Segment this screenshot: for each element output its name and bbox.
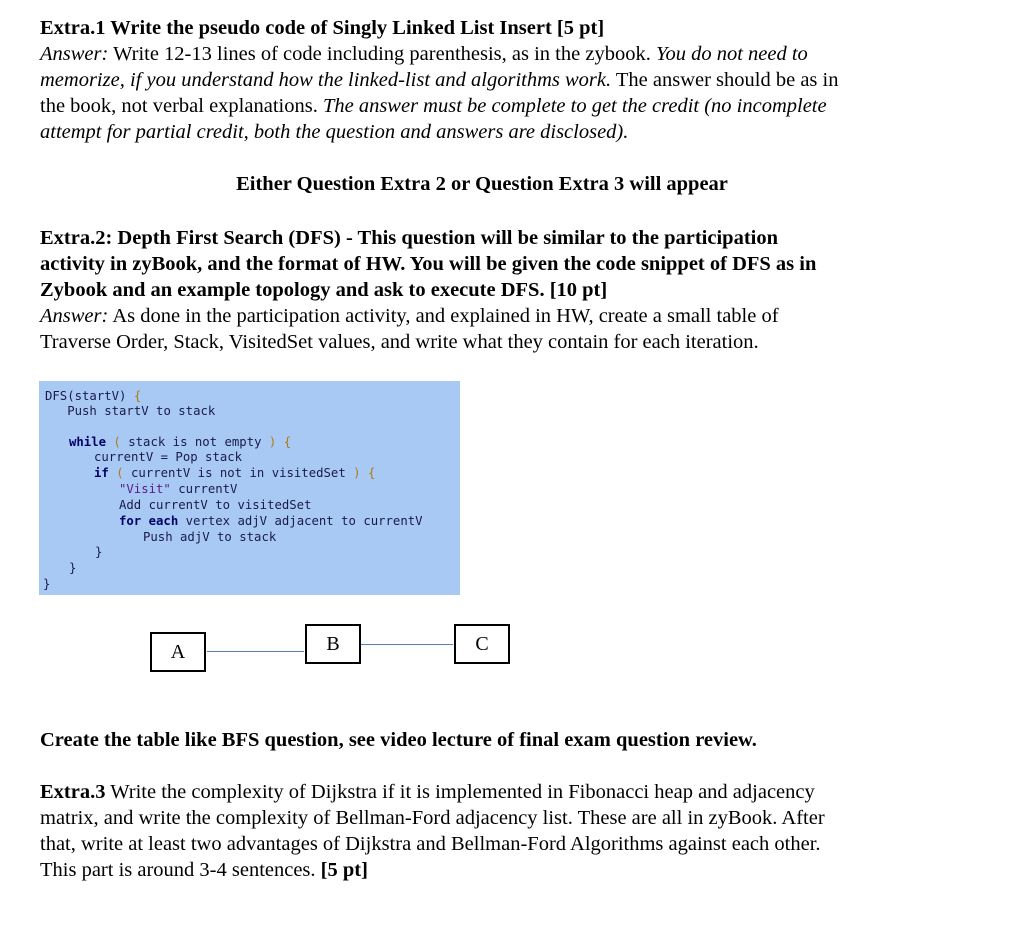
create-table-line: Create the table like BFS question, see video lecture of final exam question review. (40, 729, 757, 751)
extra3-block (40, 779, 940, 883)
dfs-code-snippet (39, 381, 460, 595)
extra2-block (40, 225, 940, 355)
edge-b-c (361, 644, 453, 645)
extra2-answer-2: Traverse Order, Stack, VisitedSet values, and write what they contain for each iteration. (40, 331, 759, 353)
extra2-line-3: Zybook and an example topology and ask to execute DFS. [10 pt] (40, 279, 608, 301)
code-line-7: Add currentV to visitedSet (119, 498, 312, 512)
code-line-1: DFS(startV) { (45, 389, 142, 403)
extra1-line-4: attempt for partial credit, both the question and answers are disclosed). (40, 121, 629, 143)
code-line-4: currentV = Pop stack (94, 450, 243, 464)
extra3-line-4: This part is around 3-4 sentences. [5 pt] (40, 859, 368, 881)
code-line-12: } (43, 577, 51, 591)
code-line-10: } (95, 545, 103, 559)
edge-a-b (207, 651, 304, 652)
extra2-line-1: Extra.2: Depth First Search (DFS) - This question will be similar to the participation (40, 227, 778, 249)
code-line-8: for each vertex adjV adjacent to currentV (119, 514, 423, 528)
extra1-line-3: the book, not verbal explanations. The answer must be complete to get the credit (no incomplete (40, 95, 827, 117)
code-line-9: Push adjV to stack (143, 530, 277, 544)
code-line-5: if ( currentV is not in visitedSet ) { (94, 466, 376, 480)
extra1-line-2: memorize, if you understand how the linked-list and algorithms work. The answer should be as in (40, 69, 839, 91)
code-line-2: Push startV to stack (45, 404, 216, 418)
extra1-title: Extra.1 Write the pseudo code of Singly Linked List Insert [5 pt] (40, 17, 605, 39)
extra3-line-3: that, write at least two advantages of Dijkstra and Bellman-Ford Algorithms against each other. (40, 833, 821, 855)
graph-node-c: C (454, 624, 510, 664)
extra3-line-1: Extra.3 Write the complexity of Dijkstra if it is implemented in Fibonacci heap and adjacency (40, 781, 815, 803)
extra1-line-1: Answer: Write 12-13 lines of code including parenthesis, as in the zybook. You do not need to (40, 43, 808, 65)
extra2-answer-1: Answer: As done in the participation activity, and explained in HW, create a small table of (40, 305, 779, 327)
extra1-block (40, 15, 940, 145)
extra3-line-2: matrix, and write the complexity of Bellman-Ford adjacency list. These are all in zyBook. After (40, 807, 825, 829)
code-line-11: } (69, 561, 77, 575)
either-heading: Either Question Extra 2 or Question Extra 3 will appear (236, 173, 728, 195)
code-line-6: "Visit" currentV (119, 482, 238, 496)
graph-node-a: A (150, 632, 206, 672)
extra2-line-2: activity in zyBook, and the format of HW. You will be given the code snippet of DFS as in (40, 253, 817, 275)
graph-node-b: B (305, 624, 361, 664)
code-line-3: while ( stack is not empty ) { (69, 435, 292, 449)
